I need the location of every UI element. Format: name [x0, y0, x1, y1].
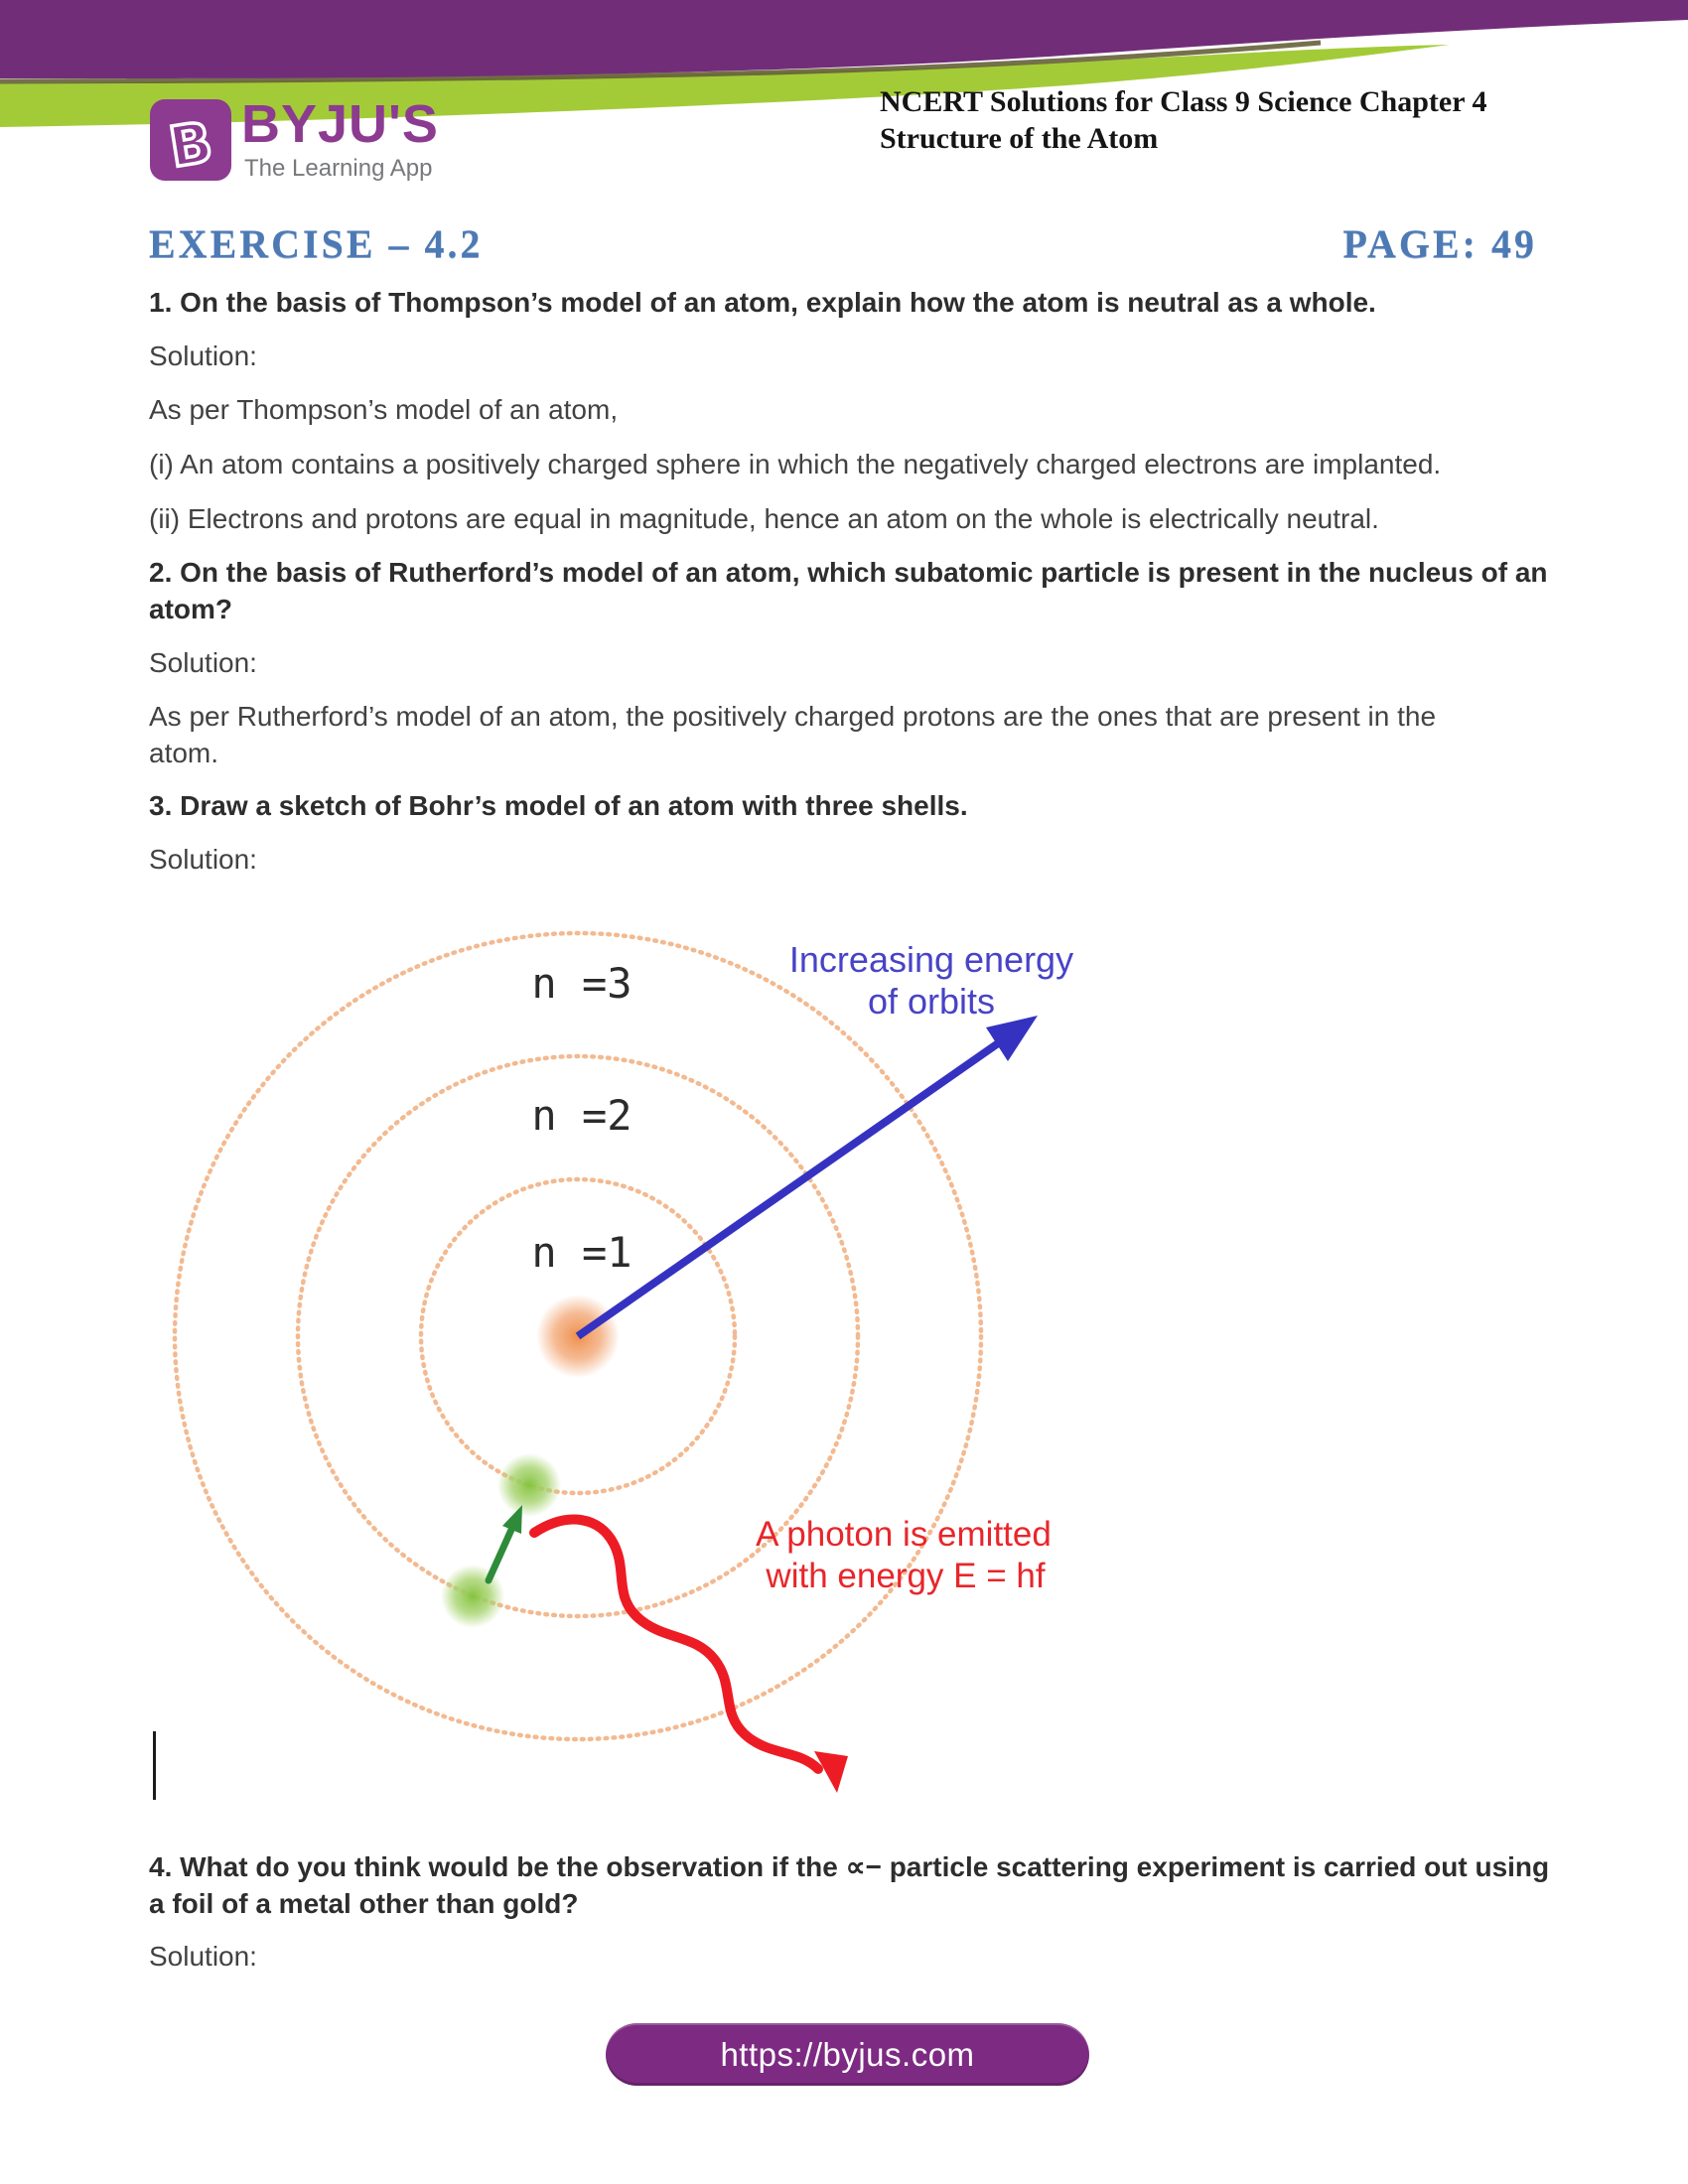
text-cursor — [153, 1731, 156, 1800]
orbit-label-n1: n =1 — [531, 1228, 633, 1277]
answer-1-line2: (i) An atom contains a positively charged sphere in which the negatively charged electrons are implanted. — [149, 449, 1442, 479]
question-4 — [149, 1848, 1569, 1922]
exercise-heading: EXERCISE – 4.2 — [149, 221, 484, 266]
doc-title-line2: Structure of the Atom — [880, 122, 1159, 155]
answer-1-line3: (ii) Electrons and protons are equal in magnitude, hence an atom on the whole is electrically neutral. — [149, 503, 1379, 534]
question-1: 1. On the basis of Thompson’s model of an atom, explain how the atom is neutral as a whole. — [149, 287, 1376, 318]
answer-2-line1: As per Rutherford’s model of an atom, the positively charged protons are the ones that are present in the — [149, 701, 1437, 732]
orbit-label-n2: n =2 — [531, 1091, 633, 1140]
orbit-label-n3: n =3 — [531, 959, 633, 1008]
question-4-line2: a foil of a metal other than gold? — [149, 1888, 579, 1919]
logo-b-glyph: B — [165, 110, 217, 181]
solution-label-1: Solution: — [149, 341, 257, 371]
doc-title — [880, 83, 1555, 157]
page-number-label: PAGE: 49 — [1342, 221, 1537, 266]
question-2-line2: atom? — [149, 594, 232, 624]
energy-label-line2: of orbits — [867, 981, 996, 1022]
electron-upper — [497, 1453, 561, 1517]
brand-tagline: The Learning App — [244, 155, 433, 182]
doc-title-line1: NCERT Solutions for Class 9 Science Chapter 4 — [880, 85, 1487, 118]
solution-label-2: Solution: — [149, 647, 257, 678]
question-4-line1: 4. What do you think would be the observation if the ∝− particle scattering experiment is carried out using — [149, 1851, 1550, 1882]
answer-2 — [149, 698, 1569, 771]
byjus-url-text: https://byjus.com — [720, 2035, 975, 2073]
byjus-logo-icon — [149, 98, 232, 182]
question-3: 3. Draw a sketch of Bohr’s model of an atom with three shells. — [149, 790, 968, 821]
energy-arrow — [578, 1041, 1001, 1336]
answer-1-line1: As per Thompson’s model of an atom, — [149, 394, 619, 425]
question-2-line1: 2. On the basis of Rutherford’s model of an atom, which subatomic particle is present in the nucleus of an — [149, 557, 1548, 588]
brand-name: BYJU'S — [241, 94, 439, 154]
solution-label-4: Solution: — [149, 1941, 257, 1972]
electron-jump-arrow — [489, 1521, 515, 1580]
energy-label-line1: Increasing energy — [788, 939, 1074, 980]
byjus-url-pill[interactable] — [606, 2023, 1089, 2086]
solution-label-3: Solution: — [149, 844, 257, 875]
energy-arrowhead-icon — [986, 1016, 1038, 1061]
photon-label-line1: A photon is emitted — [756, 1515, 1052, 1554]
question-2 — [149, 554, 1569, 627]
photon-label-line2: with energy E = hf — [766, 1557, 1046, 1595]
purple-band-shape — [0, 0, 1688, 78]
answer-2-line2: atom. — [149, 738, 219, 768]
bohr-model-diagram — [139, 891, 1152, 1800]
